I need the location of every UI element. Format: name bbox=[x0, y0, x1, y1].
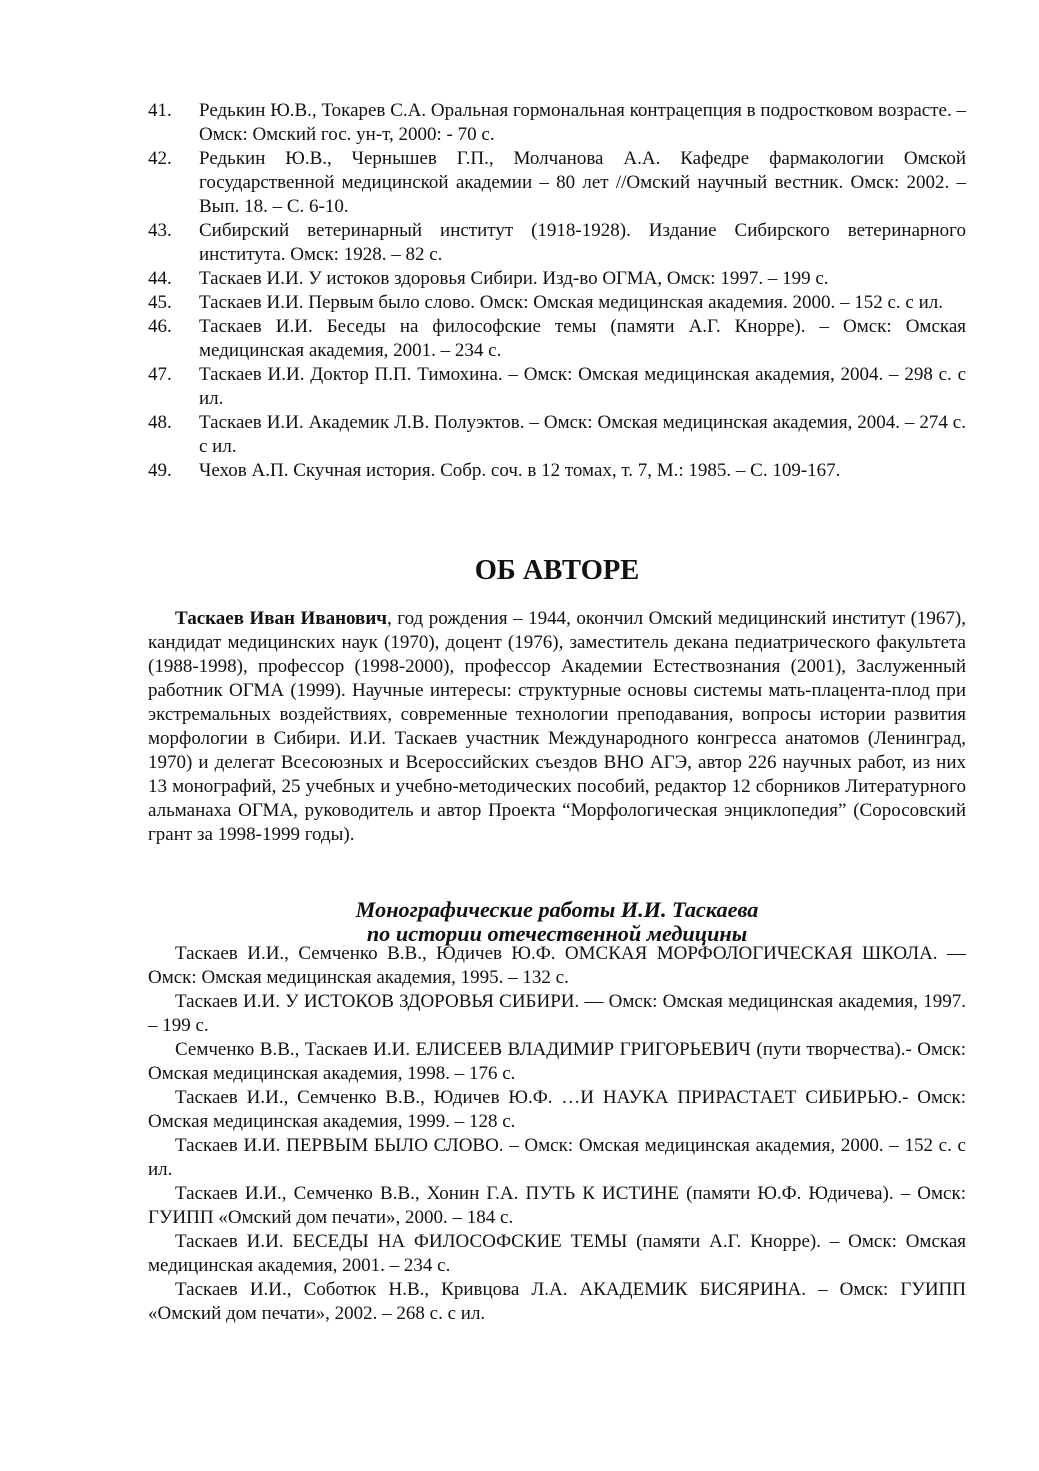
reference-text: Таскаев И.И. Академик Л.В. Полуэктов. – Омск: Омская медицинская академия, 2004. – 274 с. с ил. bbox=[199, 412, 966, 457]
reference-text: Чехов А.П. Скучная история. Собр. соч. в 12 томах, т. 7, М.: 1985. – С. 109-167. bbox=[199, 460, 841, 481]
monograph-item: Таскаев И.И. ПЕРВЫМ БЫЛО СЛОВО. – Омск: Омская медицинская академия, 2000. – 152 с. с ил. bbox=[148, 1135, 966, 1180]
reference-number: 45. bbox=[148, 292, 172, 313]
monographs-list bbox=[148, 942, 966, 1326]
reference-item bbox=[148, 411, 966, 459]
monograph-item: Таскаев И.И. БЕСЕДЫ НА ФИЛОСОФСКИЕ ТЕМЫ (памяти А.Г. Кнорре). – Омск: Омская медицинская академия, 2001. – 234 с. bbox=[148, 1231, 966, 1276]
monograph-item: Таскаев И.И., Соботюк Н.В., Кривцова Л.А. АКАДЕМИК БИСЯРИНА. – Омск: ГУИПП «Омский дом печати», 2002. – 268 с. с ил. bbox=[148, 1279, 966, 1324]
reference-item bbox=[148, 291, 966, 315]
about-author-title: ОБ АВТОРЕ bbox=[474, 555, 640, 586]
reference-item bbox=[148, 99, 966, 147]
reference-text: Сибирский ветеринарный институт (1918-1928). Издание Сибирского ветеринарного института. Омск: 1928. – 82 с. bbox=[199, 220, 966, 265]
reference-text: Таскаев И.И. Первым было слово. Омск: Омская медицинская академия. 2000. – 152 с. с ил. bbox=[199, 292, 943, 313]
monographs-heading bbox=[148, 898, 966, 946]
monographs-heading-line1: Монографические работы И.И. Таскаева bbox=[355, 897, 759, 922]
monograph-item: Таскаев И.И., Семченко В.В., Хонин Г.А. ПУТЬ К ИСТИНЕ (памяти Ю.Ф. Юдичева). – Омск: ГУИПП «Омский дом печати», 2000. – 184 с. bbox=[148, 1183, 966, 1228]
reference-number: 46. bbox=[148, 316, 172, 337]
reference-item bbox=[148, 315, 966, 363]
reference-number: 47. bbox=[148, 364, 172, 385]
reference-number: 49. bbox=[148, 460, 172, 481]
author-name: Таскаев Иван Иванович bbox=[175, 608, 387, 629]
reference-item bbox=[148, 147, 966, 219]
reference-number: 44. bbox=[148, 268, 172, 289]
monograph-item: Таскаев И.И., Семченко В.В., Юдичев Ю.Ф. ОМСКАЯ МОРФОЛОГИЧЕСКАЯ ШКОЛА. — Омск: Омская медицинская академия, 1995. – 132 с. bbox=[148, 943, 966, 988]
monographs-heading-line2: по истории отечественной медицины bbox=[366, 921, 748, 946]
reference-item bbox=[148, 459, 966, 483]
reference-number: 48. bbox=[148, 412, 172, 433]
reference-number: 42. bbox=[148, 148, 172, 169]
author-bio-text: , год рождения – 1944, окончил Омский медицинский институт (1967), кандидат медицинских наук (1970), доцент (1976), заместитель декана педиатрического факультета (1988-1998), профессор (1998-2000), профессор Академии Естествознания (2001), Заслуженный работник ОГМА (1999). Научные интересы: структурные основы системы мать-плацента-плод при экстремальных воздействиях, современные технологии преподавания, вопросы истории развития морфологии в Сибири. И.И. Таскаев участник Международного конгресса анатомов (Ленинград, 1970) и делегат Всесоюзных и Всероссийских съездов ВНО АГЭ, автор 226 научных работ, из них 13 монографий, 25 учебных и учебно-методических пособий, редактор 12 сборников Литературного альманаха ОГМА, руководитель и автор Проекта “Морфологическая энциклопедия” (Соросовский грант за 1998-1999 годы). bbox=[148, 608, 966, 845]
reference-text: Редькин Ю.В., Токарев С.А. Оральная гормональная контрацепция в подростковом возрасте. – Омск: Омский гос. ун-т, 2000: - 70 с. bbox=[199, 100, 966, 145]
reference-item bbox=[148, 219, 966, 267]
reference-text: Таскаев И.И. Беседы на философские темы (памяти А.Г. Кнорре). – Омск: Омская медицинская академия, 2001. – 234 с. bbox=[199, 316, 966, 361]
reference-text: Редькин Ю.В., Чернышев Г.П., Молчанова А.А. Кафедре фармакологии Омской государственной медицинской академии – 80 лет //Омский научный вестник. Омск: 2002. – Вып. 18. – С. 6-10. bbox=[199, 148, 966, 217]
reference-number: 43. bbox=[148, 220, 172, 241]
monograph-item: Семченко В.В., Таскаев И.И. ЕЛИСЕЕВ ВЛАДИМИР ГРИГОРЬЕВИЧ (пути творчества).- Омск: Омская медицинская академия, 1998. – 176 с. bbox=[148, 1039, 966, 1084]
monograph-item: Таскаев И.И., Семченко В.В., Юдичев Ю.Ф. …И НАУКА ПРИРАСТАЕТ СИБИРЬЮ.- Омск: Омская медицинская академия, 1999. – 128 с. bbox=[148, 1087, 966, 1132]
monograph-item: Таскаев И.И. У ИСТОКОВ ЗДОРОВЬЯ СИБИРИ. — Омск: Омская медицинская академия, 1997. – 199 с. bbox=[148, 991, 966, 1036]
author-bio-paragraph bbox=[148, 607, 966, 847]
reference-text: Таскаев И.И. Доктор П.П. Тимохина. – Омск: Омская медицинская академия, 2004. – 298 с. с ил. bbox=[199, 364, 966, 409]
reference-item bbox=[148, 267, 966, 291]
reference-text: Таскаев И.И. У истоков здоровья Сибири. Изд-во ОГМА, Омск: 1997. – 199 с. bbox=[199, 268, 829, 289]
reference-number: 41. bbox=[148, 100, 172, 121]
reference-item bbox=[148, 363, 966, 411]
reference-list bbox=[148, 99, 966, 483]
